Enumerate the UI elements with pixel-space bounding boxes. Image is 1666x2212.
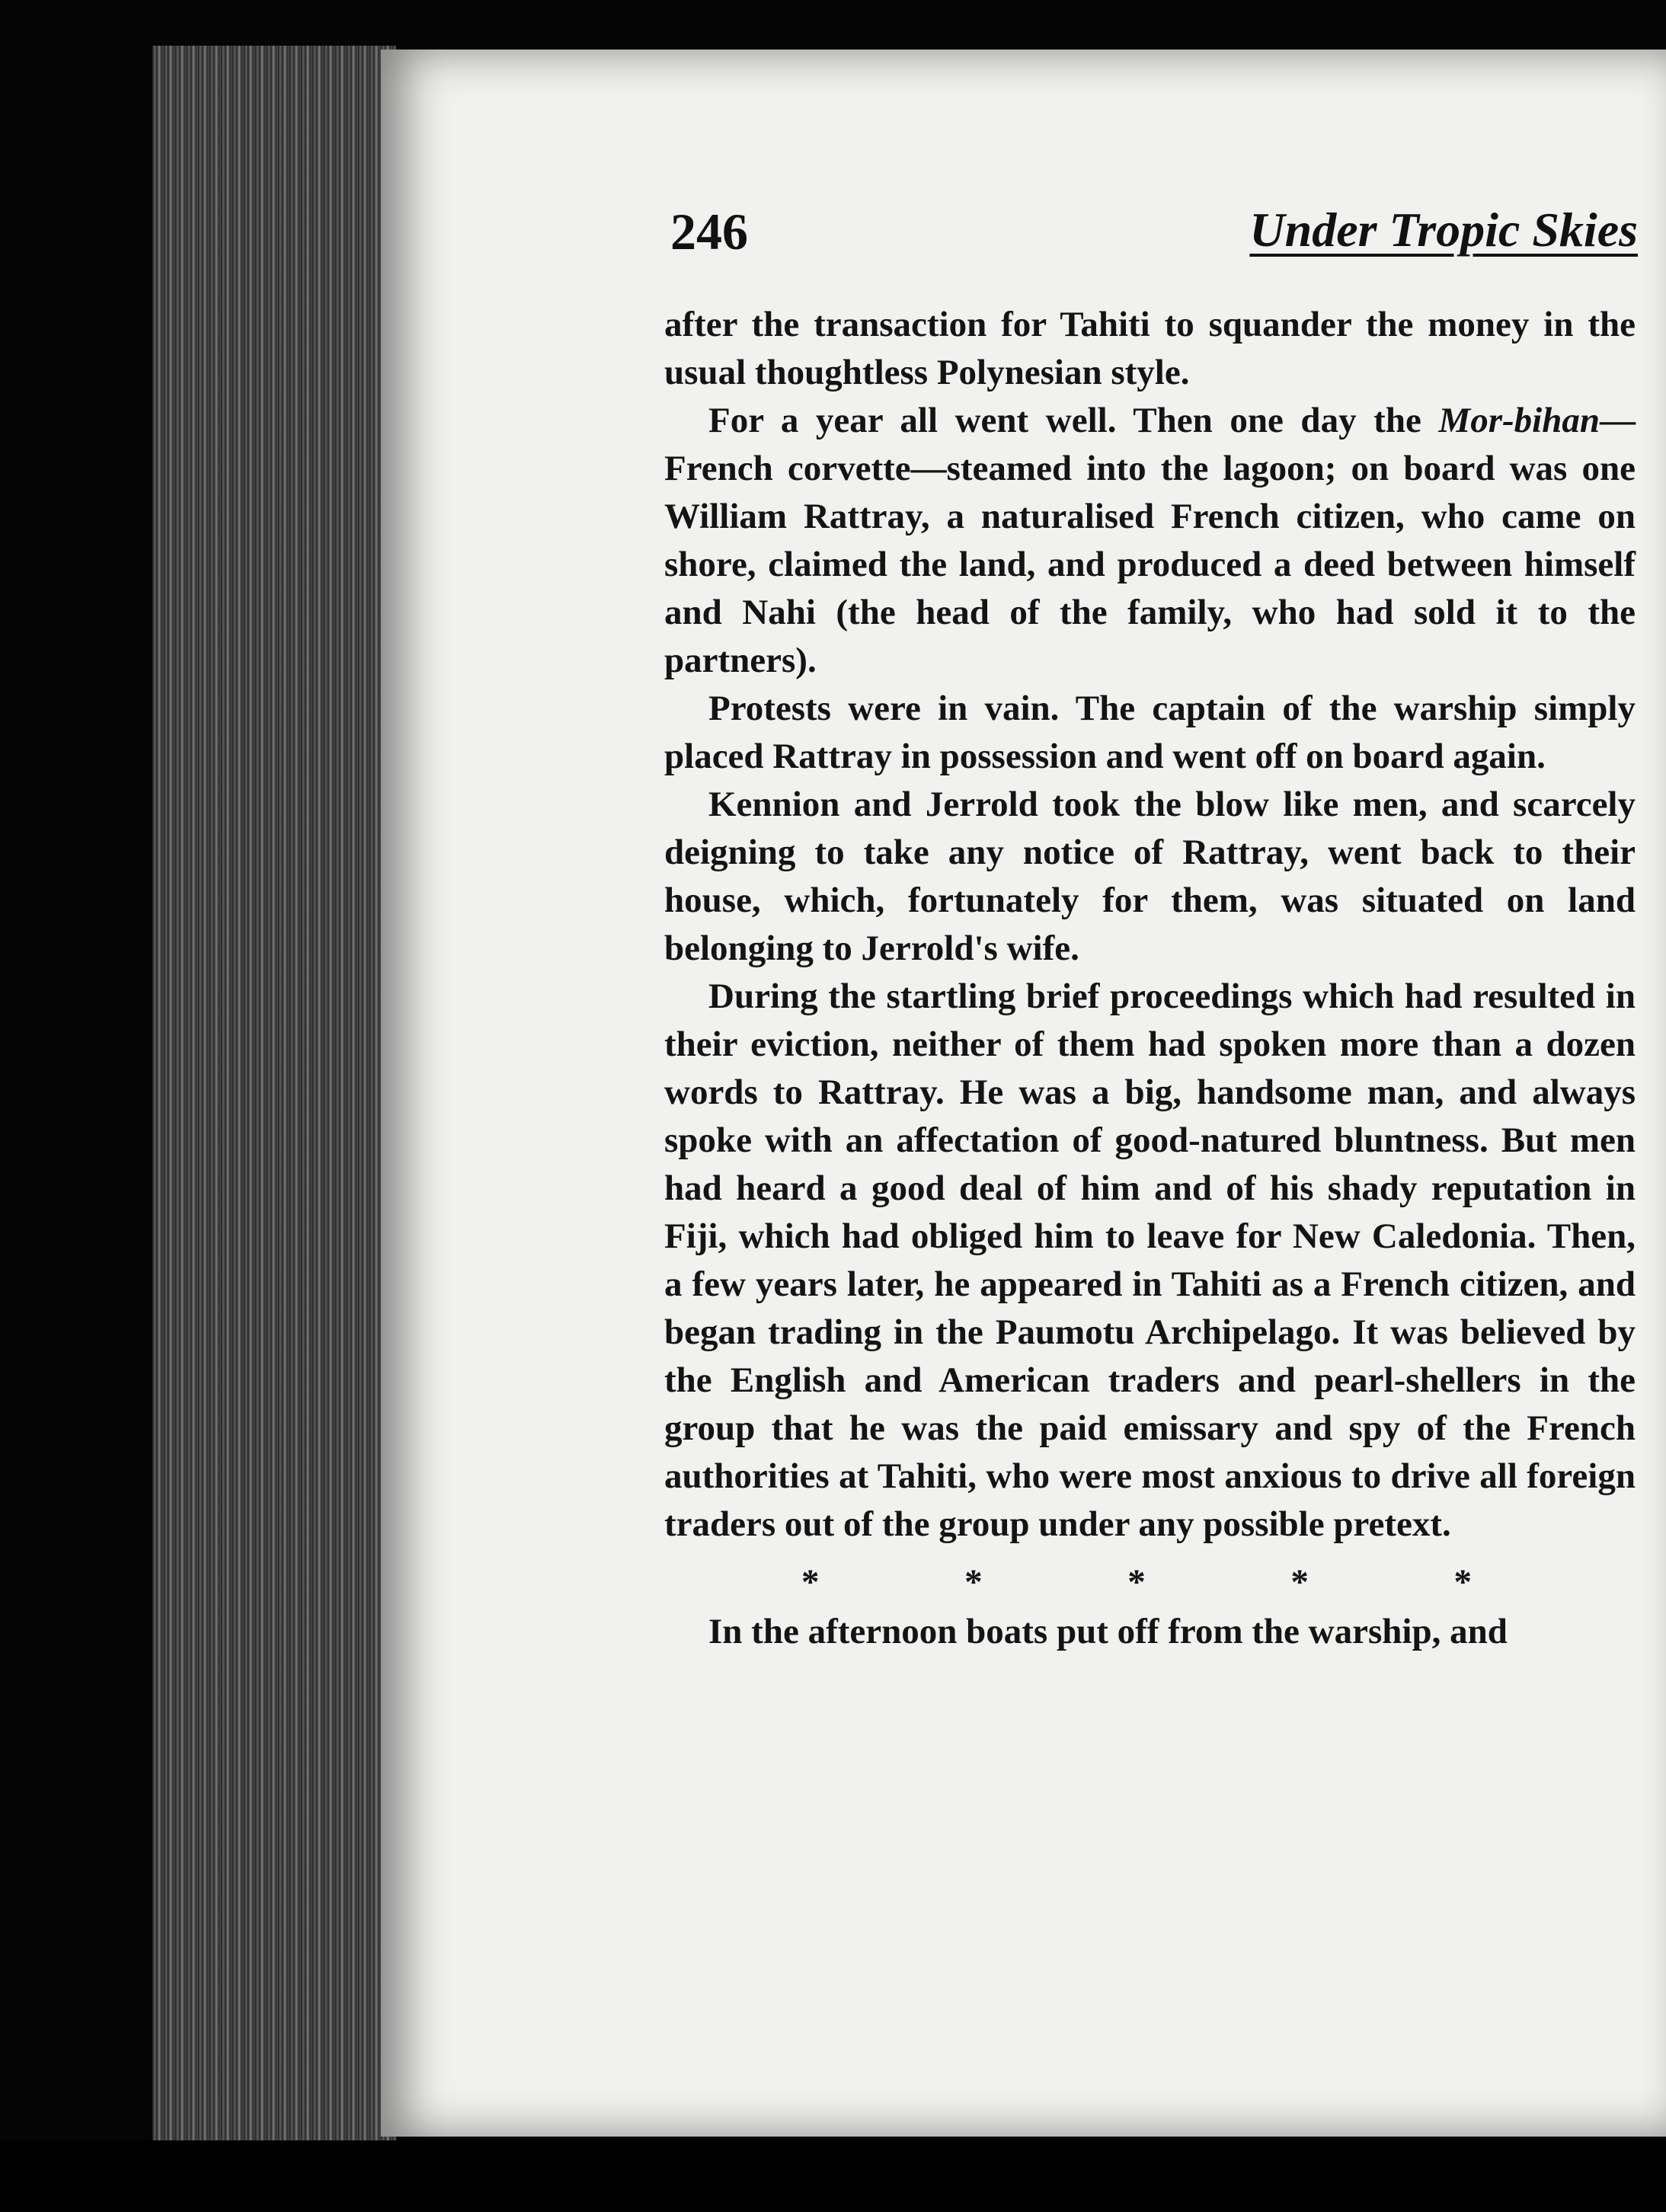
paragraph-text: —French corvette—steamed into the lagoon; on board was one William Rattray, a naturalised French citizen, who came on shore, claimed the land, and produced a deed between himself and Nahi (the head of the family, who had sold it to the partners). (664, 401, 1636, 680)
running-title: Under Tropic Skies (1249, 203, 1638, 257)
page-number: 246 (670, 203, 748, 261)
page-body (664, 301, 1636, 1656)
book-page-edges (152, 46, 396, 2148)
paragraph-text: For a year all went well. Then one day the (708, 401, 1439, 440)
paragraph-line: after the transaction for Tahiti to squander the money (664, 305, 1530, 344)
paragraph-line: in the usual thoughtless Polynesian style. (664, 305, 1636, 392)
page-header (670, 202, 1638, 278)
paragraph-continued (664, 301, 1636, 397)
paragraph: Kennion and Jerrold took the blow like men, and scarcely deigning to take any notice of Rattray, went back to their house, which, fortunately for them, was situated on land belonging to Jerrold's wife. (664, 785, 1636, 968)
section-break-mark: * (1453, 1562, 1472, 1602)
section-break-mark: * (1127, 1562, 1146, 1602)
ship-name: Mor-bihan (1438, 401, 1600, 440)
paragraph: In the afternoon boats put off from the warship, and (708, 1612, 1508, 1651)
paragraph: During the startling brief proceedings which had resulted in their eviction, neither of them had spoken more than a dozen words to Rattray. He was a big, handsome man, and always spoke with an affectation of good-natured bluntness. But men had heard a good deal of him and of his shady reputation in Fiji, which had obliged him to leave for New Caledonia. Then, a few years later, he appeared in Tahiti as a French citizen, and began trading in the Paumotu Archipelago. It was believed by the English and American traders and pearl-shellers in the group that he was the paid emissary and spy of the French authorities at Tahiti, who were most anxious to drive all foreign traders out of the group under any possible pretext. (664, 977, 1636, 1544)
scan-bottom-border (0, 2140, 1666, 2212)
paragraph: Protests were in vain. The captain of the warship simply placed Rattray in possession and went off on board again. (664, 689, 1636, 776)
section-break-mark: * (1290, 1562, 1309, 1602)
section-break-mark: * (964, 1562, 983, 1602)
section-break (801, 1559, 1472, 1605)
section-break-mark: * (801, 1562, 820, 1602)
paragraph (664, 397, 1636, 685)
